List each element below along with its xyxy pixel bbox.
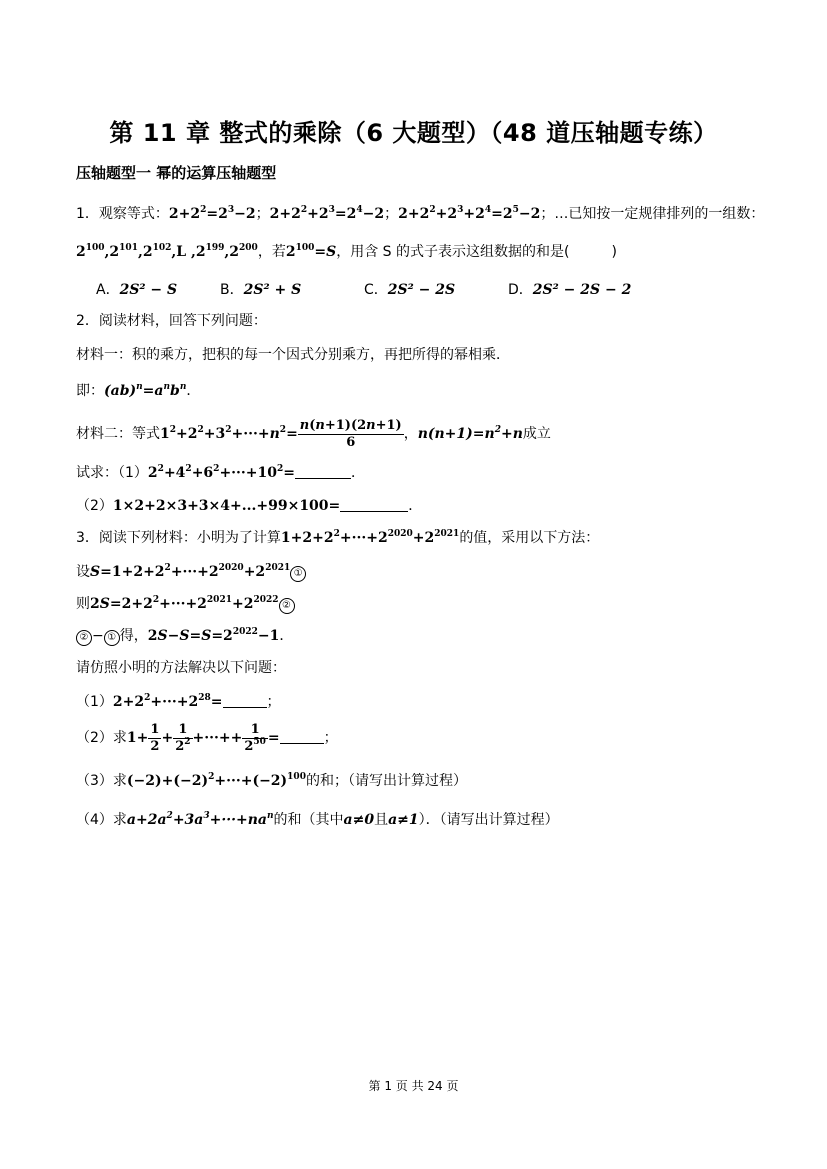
q3-part3: （3）求$(-2)+(-2)^2+\cdot\cdot\cdot+(-2)^{100}$的和；（请写出计算过程） bbox=[76, 772, 467, 789]
option-b[interactable]: B．2S² + S bbox=[220, 282, 302, 298]
answer-blank[interactable] bbox=[223, 693, 267, 708]
section-heading: 压轴题型一 幂的运算压轴题型 bbox=[76, 164, 277, 182]
q3-then: 则$2S=2+2^2+\cdot\cdot\cdot+2^{2021}+2^{2022}$ ② bbox=[76, 593, 295, 615]
q2-intro: 2．阅读材料，回答下列问题： bbox=[76, 313, 267, 329]
q1-options bbox=[96, 279, 631, 301]
q3-intro: 3．阅读下列材料：小明为了计算$1+2+2^2+\cdot\cdot\cdot+2^{2020}+2^{2021}$的值，采用以下方法： bbox=[76, 529, 600, 546]
option-d[interactable]: D．2S² − 2S − 2 bbox=[508, 282, 632, 298]
option-c[interactable]: C．2S² − 2S bbox=[364, 282, 456, 298]
q3-part1: $(1)2+2^2+\cdot\cdot\cdot+2^{28}=$ ； bbox=[76, 693, 281, 710]
answer-blank[interactable] bbox=[295, 464, 351, 479]
page-title: 第 11 章 整式的乘除（6 大题型）（48 道压轴题专练） bbox=[109, 119, 718, 147]
page-footer: 第 1 页 共 24 页 bbox=[368, 1079, 459, 1093]
q1-line1: 1．观察等式：$2+2^2=2^3-2$；$2+2^2+2^3=2^4-2$；$2+2^2+2^3+2^4=2^5-2$；…已知按一定规律排列的一组数： bbox=[76, 205, 765, 222]
q3-part2: （2）求1+ $\frac{1}{2}$ + $\frac{1}{2^2}$ +···++ $\frac{1}{2^{50}}$ = ； bbox=[76, 721, 338, 754]
q3-let: 设$S=1+2+2^2+\cdot\cdot\cdot+2^{2020}+2^{2021}$ ① bbox=[76, 561, 306, 583]
q2-material1: 材料一：积的乘方，把积的每一个因式分别乘方，再把所得的幂相乘． bbox=[76, 347, 510, 363]
answer-blank[interactable] bbox=[280, 729, 324, 744]
q3-instruction: 请仿照小明的方法解决以下问题： bbox=[76, 660, 286, 676]
answer-blank[interactable] bbox=[340, 497, 408, 512]
q2-ask1: 试求：$(1)2^2+4^2+6^2+\cdot\cdot\cdot+10^2=$ ． bbox=[76, 464, 366, 481]
q3-subtract: ② − ① 得，$2S-S=S=2^{2022}-1$． bbox=[76, 625, 293, 647]
q2-material2: 材料二：等式$1^2+2^2+3^2+\cdot\cdot\cdot+n^2=$ $\frac{n(n+1)(2n+1)}{6}$ ，$n(n+1)=n^2+n$成立 bbox=[76, 417, 551, 450]
option-a[interactable]: A．2S² − S bbox=[96, 282, 178, 298]
q2-formula-line: 即：$(ab)^n=a^nb^n$． bbox=[76, 382, 201, 399]
q2-ask2: （2）1×2+2×3+3×4+...+99×100= ． bbox=[76, 498, 423, 514]
q1-line2: $2^{100},2^{101},2^{102},L$ $,2^{199},2^{200}$，若$2^{100}=S$，用含 S 的式子表示这组数据的和是( ) bbox=[76, 243, 617, 260]
q3-part4: （4）求$a+2a^2+3a^3+\cdot\cdot\cdot+na^n$的和（其中a≠0且a≠1）．（请写出计算过程） bbox=[76, 811, 559, 828]
